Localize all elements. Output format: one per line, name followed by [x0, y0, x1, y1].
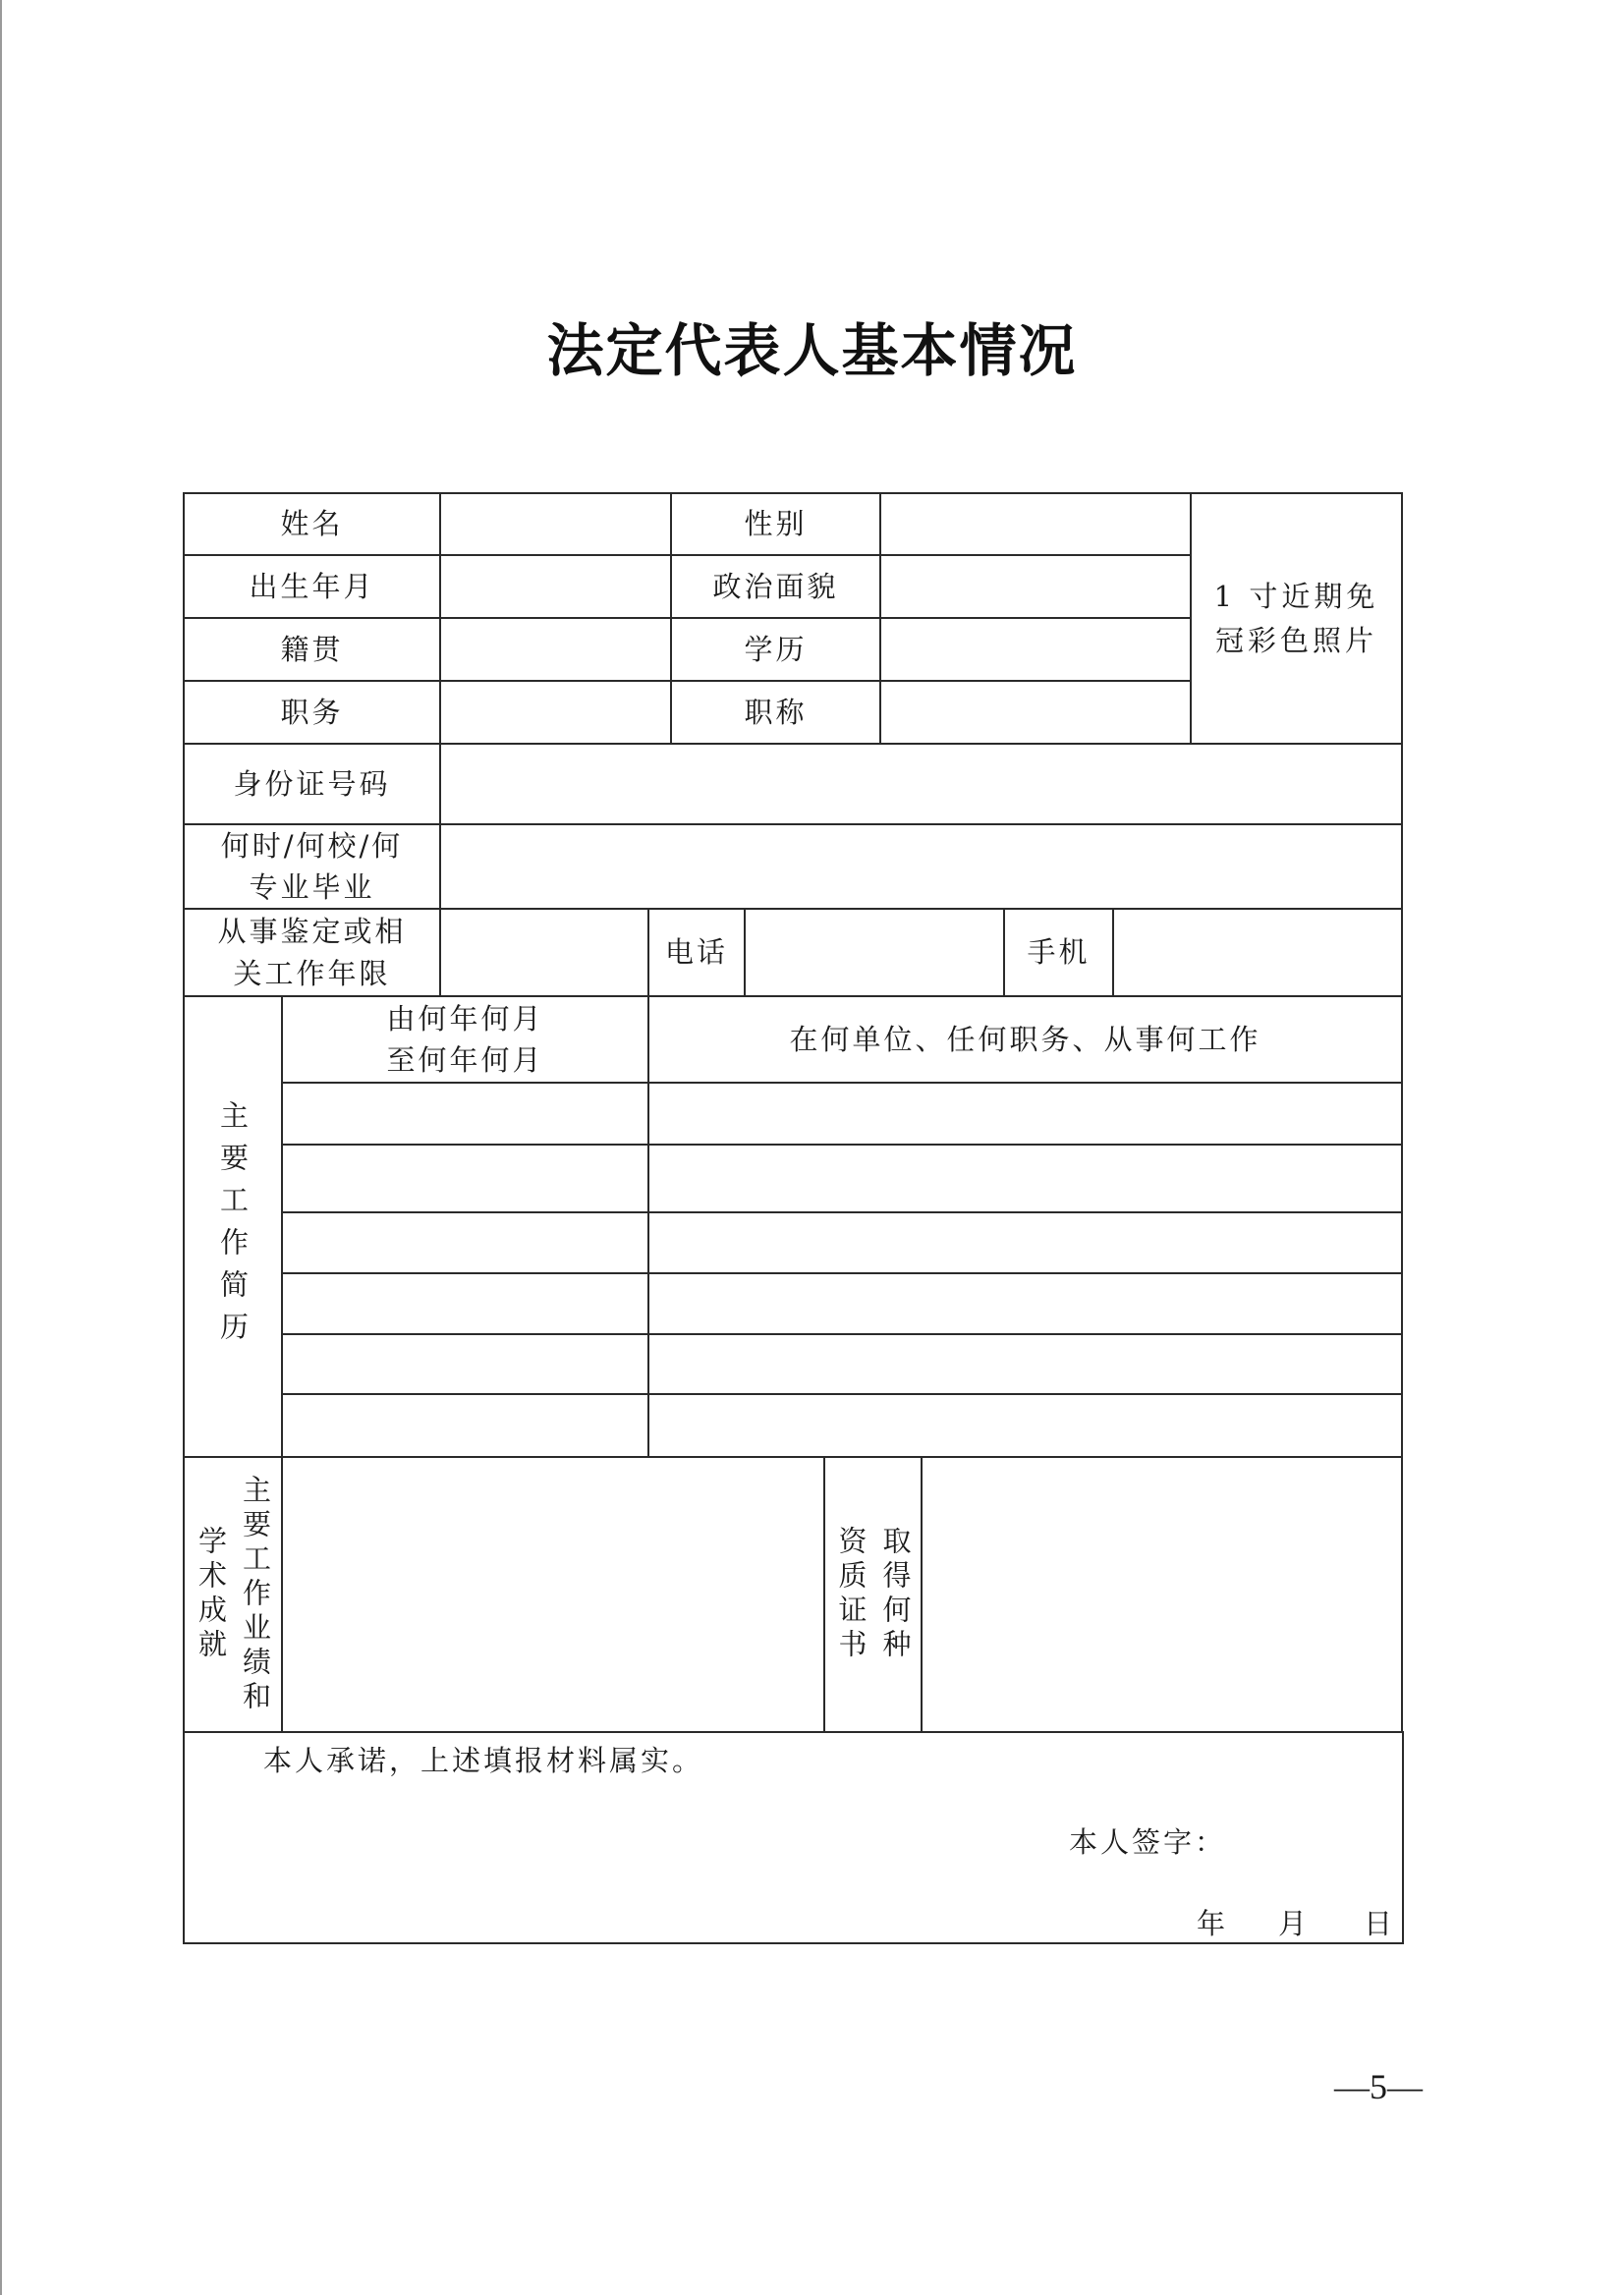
- name-label: 姓名: [280, 507, 344, 541]
- photo-label: 1 寸近期免 冠彩色照片: [1213, 579, 1379, 657]
- work-detail-field[interactable]: [647, 1211, 1403, 1274]
- id-number-label: 身份证号码: [233, 766, 391, 801]
- political-label: 政治面貌: [712, 569, 839, 603]
- political-field[interactable]: [879, 554, 1192, 619]
- signature-field[interactable]: [1210, 1822, 1377, 1858]
- work-years-field[interactable]: [439, 908, 649, 997]
- certificates-label: 取得何种资质证书: [834, 1526, 913, 1663]
- detail-header: 在何单位、任何职务、从事何工作: [789, 1022, 1261, 1056]
- birth-field[interactable]: [439, 554, 672, 619]
- certificates-label-cell: [823, 1456, 923, 1733]
- phone-field[interactable]: [744, 908, 1005, 997]
- work-years-label: 从事鉴定或相 关工作年限: [217, 915, 407, 990]
- work-detail-field[interactable]: [647, 1272, 1403, 1335]
- position-field[interactable]: [439, 680, 672, 745]
- page-title: 法定代表人基本情况: [546, 317, 1078, 384]
- certificates-field[interactable]: [921, 1456, 1403, 1733]
- gender-label-cell: [670, 492, 881, 556]
- mobile-field[interactable]: [1112, 908, 1403, 997]
- years-label-cell: [183, 908, 441, 997]
- education-label: 学历: [744, 632, 808, 666]
- graduation-field[interactable]: [439, 823, 1403, 910]
- professional-title-field[interactable]: [879, 680, 1192, 745]
- commitment-statement: 本人承诺，上述填报材料属实。: [263, 1744, 704, 1777]
- gender-field[interactable]: [879, 492, 1192, 556]
- photo-box[interactable]: [1190, 492, 1403, 745]
- work-period-field[interactable]: [281, 1272, 649, 1335]
- graduation-label-cell: [183, 823, 441, 910]
- work-period-field[interactable]: [281, 1211, 649, 1274]
- achievements-label: 主要工作业绩和学术成就: [195, 1474, 272, 1715]
- name-field[interactable]: [439, 492, 672, 556]
- native-label-cell: [183, 617, 441, 682]
- work-period-field[interactable]: [281, 1082, 649, 1146]
- birth-label-cell: [183, 554, 441, 619]
- birth-label: 出生年月: [249, 569, 375, 603]
- work-history-label: 主要工作简历: [216, 1099, 251, 1354]
- month-label: 月: [1278, 1907, 1311, 1940]
- title-label-cell: [670, 680, 881, 745]
- period-header-cell: [281, 995, 649, 1084]
- professional-title-label: 职称: [744, 695, 808, 729]
- year-label: 年: [1197, 1907, 1229, 1940]
- page-number: —5—: [1334, 2067, 1423, 2106]
- work-period-field[interactable]: [281, 1393, 649, 1458]
- position-label-cell: [183, 680, 441, 745]
- achievements-label-cell: [183, 1456, 283, 1733]
- signature-label: 本人签字：: [1069, 1825, 1227, 1859]
- mobile-label: 手机: [1027, 935, 1091, 970]
- graduation-label: 何时/何校/何 专业毕业: [220, 828, 404, 904]
- education-label-cell: [670, 617, 881, 682]
- id-number-field[interactable]: [439, 743, 1403, 825]
- id-label-cell: [183, 743, 441, 825]
- phone-label: 电话: [664, 935, 728, 970]
- achievements-field[interactable]: [281, 1456, 825, 1733]
- native-place-field[interactable]: [439, 617, 672, 682]
- work-detail-field[interactable]: [647, 1144, 1403, 1213]
- gender-label: 性别: [744, 507, 808, 541]
- period-header: 由何年何月 至何年何月: [386, 1001, 544, 1077]
- education-field[interactable]: [879, 617, 1192, 682]
- work-detail-field[interactable]: [647, 1082, 1403, 1146]
- name-label-cell: [183, 492, 441, 556]
- political-label-cell: [670, 554, 881, 619]
- work-period-field[interactable]: [281, 1144, 649, 1213]
- native-place-label: 籍贯: [280, 632, 344, 666]
- work-period-field[interactable]: [281, 1333, 649, 1395]
- phone-label-cell: [647, 908, 746, 997]
- day-label: 日: [1364, 1907, 1396, 1940]
- work-detail-field[interactable]: [647, 1393, 1403, 1458]
- detail-header-cell: [647, 995, 1403, 1084]
- work-detail-field[interactable]: [647, 1333, 1403, 1395]
- work-history-section-cell: [183, 995, 283, 1458]
- position-label: 职务: [280, 695, 344, 729]
- mobile-label-cell: [1003, 908, 1114, 997]
